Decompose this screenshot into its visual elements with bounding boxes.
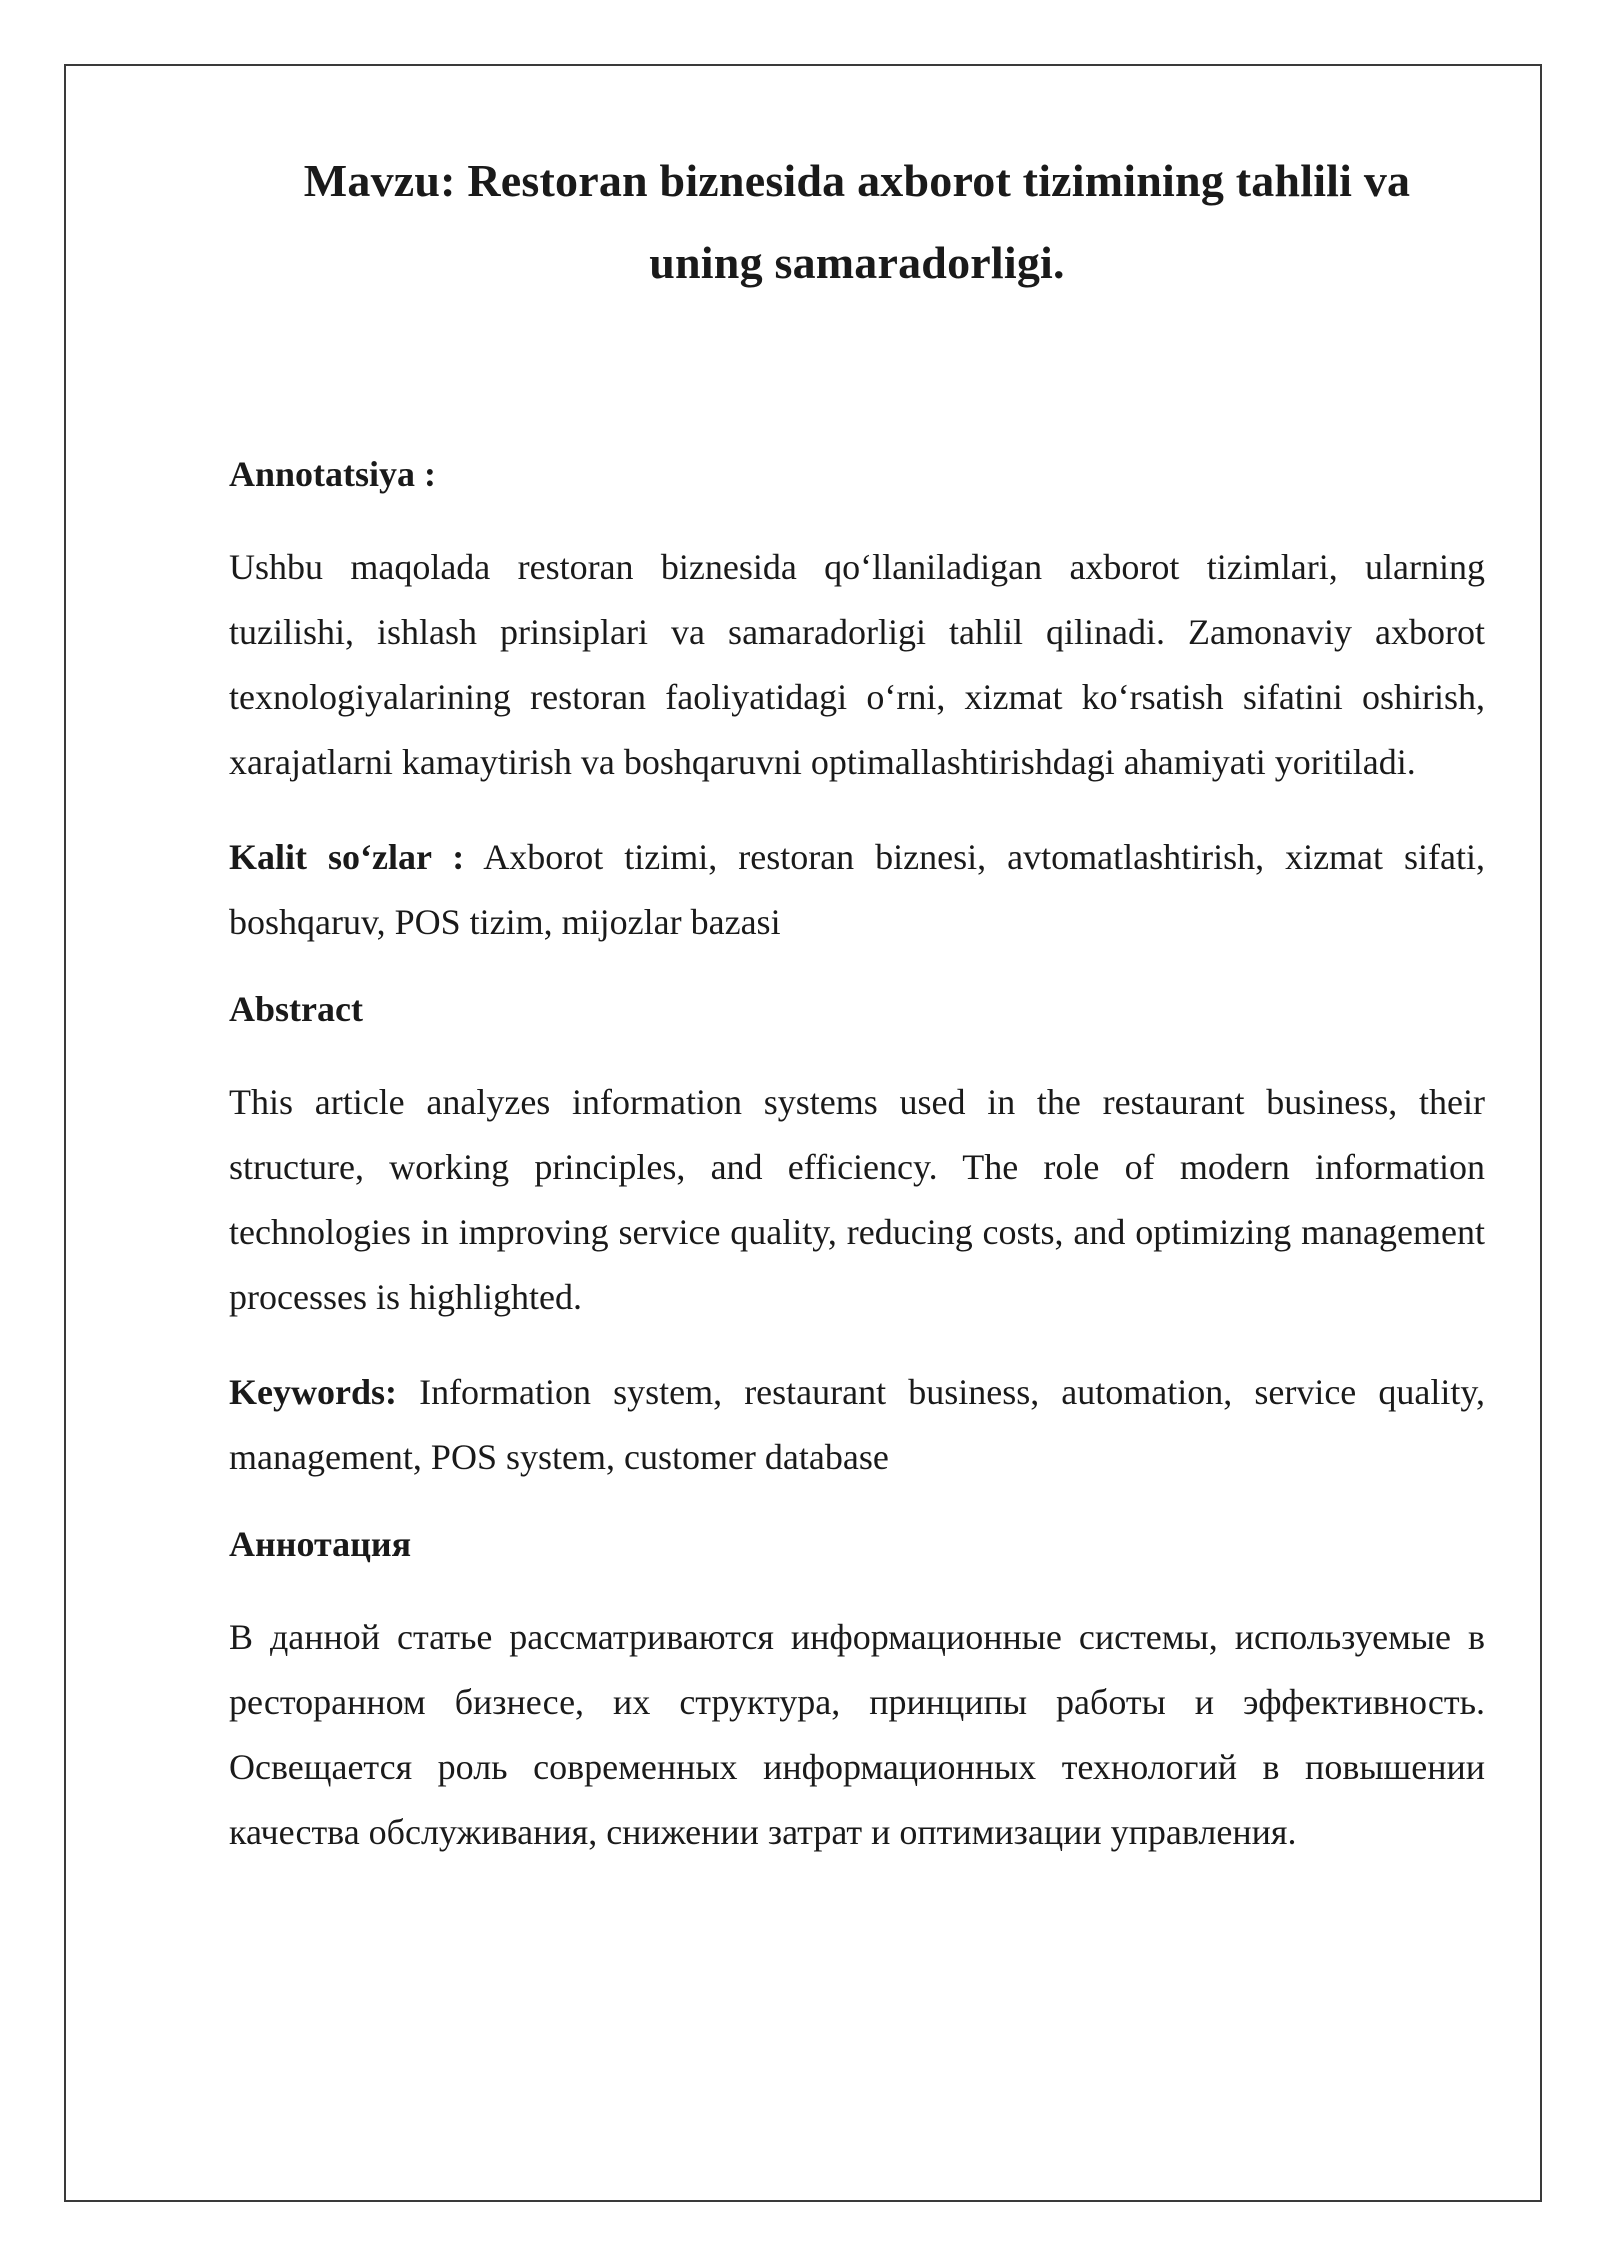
keywords-en-text: Information system, restaurant business, automation, service quality, management, POS system, customer database: [229, 1372, 1486, 1477]
keywords-en-label: Keywords:: [229, 1372, 397, 1412]
abstract-en-heading: Abstract: [229, 989, 363, 1029]
document-title: Mavzu: Restoran biznesida axborot tizimining tahlili va uning samaradorligi.: [303, 155, 1411, 288]
annotation-ru-text: В данной статье рассматриваются информационные системы, используемые в ресторанном бизнесе, их структура, принципы работы и эффективность. Освещается роль современных информационных технологий в повышении качества обслуживания, снижении затрат и оптимизации управления.: [229, 1617, 1485, 1852]
title-spacer: [229, 304, 1485, 450]
abstract-en-text: This article analyzes information systems used in the restaurant business, their structure, working principles, and efficiency. The role of modern information technologies in improving service quality, reducing costs, and optimizing management processes is highlighted.: [229, 1082, 1485, 1317]
keywords-uz: [229, 825, 1485, 955]
document-body: [229, 140, 1485, 1865]
annotation-uz-heading: Annotatsiya :: [229, 454, 437, 494]
annotation-uz-text: Ushbu maqolada restoran biznesida qo‘llaniladigan axborot tizimlari, ularning tuzilishi, ishlash prinsiplari va samaradorligi tahlil qilinadi. Zamonaviy axborot texnologiyalarining restoran faoliyatidagi o‘rni, xizmat ko‘rsatish sifatini oshirish, xarajatlarni kamaytirish va boshqaruvni optimallashtirishdagi ahamiyati yoritiladi.: [229, 547, 1485, 782]
keywords-en: [229, 1360, 1485, 1490]
keywords-uz-text: Axborot tizimi, restoran biznesi, avtomatlashtirish, xizmat sifati, boshqaruv, POS tizim, mijozlar bazasi: [229, 837, 1486, 942]
keywords-uz-label: Kalit so‘zlar :: [229, 837, 465, 877]
annotation-ru-heading: Аннотация: [229, 1524, 412, 1564]
